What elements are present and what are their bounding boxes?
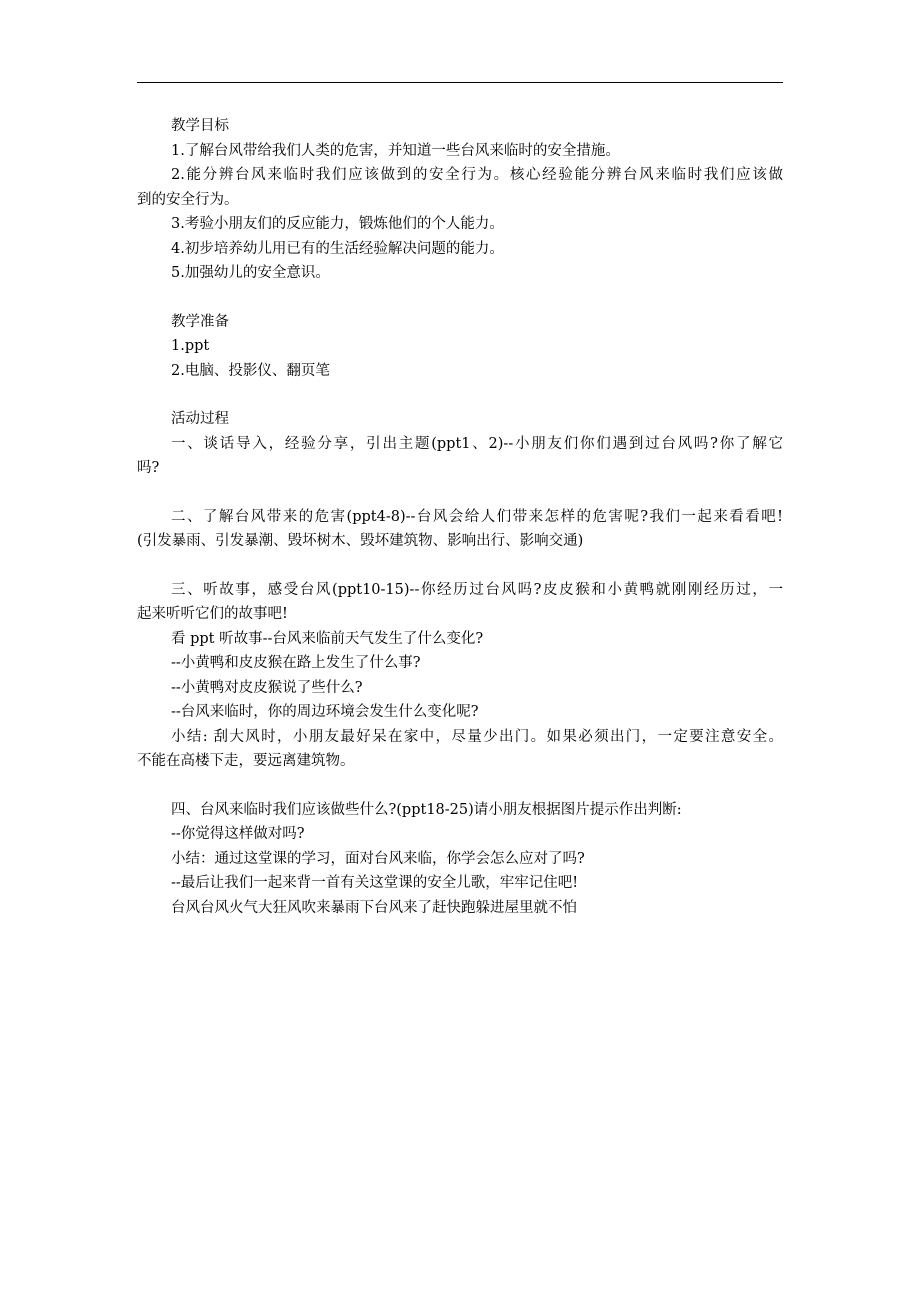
process-step1-line: 一、谈话导入，经验分享，引出主题(ppt1、2)--小朋友们你们遇到过台风吗?你了解它 bbox=[171, 435, 783, 452]
paragraph-spacer bbox=[137, 554, 783, 578]
goal-item: 3.考验小朋友们的反应能力，锻炼他们的个人能力。 bbox=[171, 216, 504, 232]
preparation-item: 2.电脑、投影仪、翻页笔 bbox=[171, 362, 330, 379]
goal-item: 2.能分辨台风来临时我们应该做到的安全行为。核心经验能分辨台风来临时我们应该做 bbox=[171, 167, 783, 183]
process-step4-line: --你觉得这样做对吗? bbox=[171, 826, 305, 842]
safety-rhyme: 台风台风火气大狂风吹来暴雨下台风来了赶快跑躲进屋里就不怕 bbox=[171, 899, 577, 916]
goal-item-continuation: 到的安全行为。 bbox=[137, 191, 239, 208]
process-step3-line: 起来听听它们的故事吧! bbox=[137, 606, 288, 622]
paragraph-spacer bbox=[137, 481, 783, 505]
process-step2-line: (引发暴雨、引发暴潮、毁坏树木、毁坏建筑物、影响出行、影响交通) bbox=[137, 533, 584, 549]
section-heading-process: 活动过程 bbox=[171, 411, 229, 427]
process-step3-line: 看 ppt 听故事--台风来临前天气发生了什么变化? bbox=[171, 630, 484, 647]
process-step1-line: 吗? bbox=[137, 460, 160, 476]
process-step3-line: --小黄鸭和皮皮猴在路上发生了什么事? bbox=[171, 655, 421, 671]
process-step4-summary: 小结：通过这堂课的学习，面对台风来临，你学会怎么应对了吗? bbox=[171, 850, 585, 867]
section-spacer bbox=[137, 286, 783, 310]
process-step4-line: --最后让我们一起来背一首有关这堂课的安全儿歌，牢牢记住吧! bbox=[171, 875, 579, 891]
preparation-item: 1.ppt bbox=[171, 338, 210, 354]
section-spacer bbox=[137, 383, 783, 407]
goal-item: 4.初步培养幼儿用已有的生活经验解决问题的能力。 bbox=[171, 240, 504, 257]
header-rule bbox=[137, 82, 783, 83]
section-heading-goals: 教学目标 bbox=[171, 118, 229, 134]
goal-item: 5.加强幼儿的安全意识。 bbox=[171, 265, 330, 281]
document-body bbox=[137, 114, 783, 920]
process-step3-line: --小黄鸭对皮皮猴说了些什么? bbox=[171, 679, 363, 696]
goal-item: 1.了解台风带给我们人类的危害，并知道一些台风来临时的安全措施。 bbox=[171, 142, 620, 159]
section-heading-preparation: 教学准备 bbox=[171, 313, 229, 330]
process-step3-summary: 小结: 刮大风时，小朋友最好呆在家中，尽量少出门。如果必须出门，一定要注意安全。 bbox=[171, 728, 783, 745]
process-step4-line: 四、台风来临时我们应该做些什么?(ppt18-25)请小朋友根据图片提示作出判断: bbox=[171, 801, 682, 818]
process-step3-line: --台风来临时，你的周边环境会发生什么变化呢? bbox=[171, 704, 479, 720]
process-step3-line: 三、听故事，感受台风(ppt10-15)--你经历过台风吗?皮皮猴和小黄鸭就刚刚经历过，一 bbox=[171, 581, 783, 598]
process-step2-line: 二、了解台风带来的危害(ppt4-8)--台风会给人们带来怎样的危害呢?我们一起来看看吧! bbox=[171, 508, 783, 525]
paragraph-spacer bbox=[137, 774, 783, 798]
process-step3-summary: 不能在高楼下走，要远离建筑物。 bbox=[137, 753, 355, 769]
